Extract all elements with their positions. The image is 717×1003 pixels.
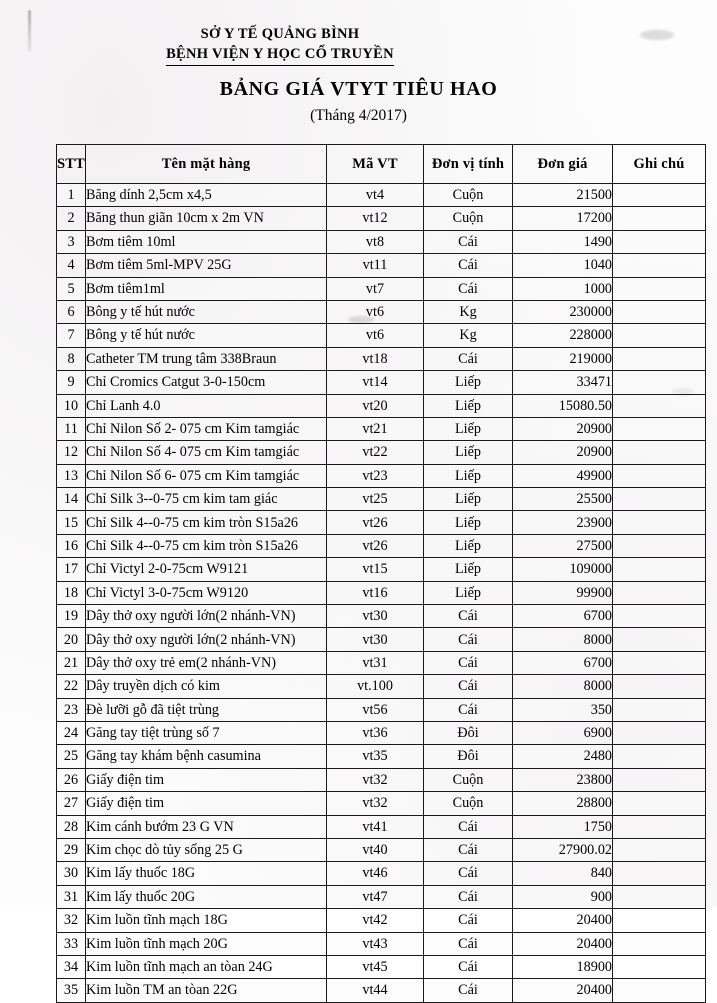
cell-unit-price: 20400 [513,909,613,932]
cell-item-name: Kim chọc dò tủy sống 25 G [86,838,327,861]
cell-unit: Đôi [424,721,513,744]
cell-unit-price: 23900 [513,511,613,534]
cell-item-name: Chỉ Victyl 3-0-75cm W9120 [86,581,327,604]
table-row [57,815,706,838]
cell-unit: Liếp [424,394,513,417]
cell-unit: Cuộn [424,184,513,207]
cell-note [613,207,706,230]
cell-note [613,792,706,815]
cell-note [613,184,706,207]
cell-unit: Cái [424,979,513,1002]
cell-stt: 8 [57,347,86,370]
column-header-note: Ghi chú [613,145,706,184]
cell-item-name: Kim lấy thuốc 20G [86,885,327,908]
table-row [57,394,706,417]
cell-item-code: vt26 [327,511,424,534]
table-row [57,324,706,347]
cell-unit: Kg [424,324,513,347]
cell-unit: Liếp [424,441,513,464]
cell-unit: Liếp [424,511,513,534]
cell-item-code: vt30 [327,628,424,651]
cell-note [613,979,706,1002]
cell-note [613,581,706,604]
cell-stt: 24 [57,721,86,744]
cell-item-code: vt7 [327,277,424,300]
cell-unit-price: 20400 [513,932,613,955]
cell-unit: Kg [424,300,513,323]
cell-item-name: Chỉ Silk 4--0-75 cm kim tròn S15a26 [86,511,327,534]
cell-unit: Cái [424,909,513,932]
cell-item-name: Dây thở oxy người lớn(2 nhánh-VN) [86,628,327,651]
cell-item-name: Kim luồn TM an tòan 22G [86,979,327,1002]
cell-stt: 32 [57,909,86,932]
cell-item-name: Kim luồn tĩnh mạch 20G [86,932,327,955]
table-row [57,745,706,768]
cell-unit-price: 900 [513,885,613,908]
column-header-name: Tên mặt hàng [86,145,327,184]
department-name: SỞ Y TẾ QUẢNG BÌNH [200,26,360,42]
cell-item-name: Bông y tế hút nước [86,324,327,347]
cell-unit-price: 15080.50 [513,394,613,417]
cell-unit-price: 28800 [513,792,613,815]
cell-unit: Cuộn [424,768,513,791]
price-table [56,144,706,1003]
cell-item-code: vt25 [327,488,424,511]
table-row [57,534,706,557]
cell-note [613,511,706,534]
cell-stt: 5 [57,277,86,300]
page-subtitle: (Tháng 4/2017) [310,107,407,124]
cell-stt: 23 [57,698,86,721]
price-table-container [56,144,706,1003]
cell-unit-price: 6700 [513,605,613,628]
cell-item-name: Chỉ Silk 4--0-75 cm kim tròn S15a26 [86,534,327,557]
cell-unit-price: 20900 [513,441,613,464]
hospital-name: BỆNH VIỆN Y HỌC CỔ TRUYỀN [166,44,394,66]
cell-item-name: Bơm tiêm 10ml [86,230,327,253]
cell-item-name: Găng tay tiệt trùng số 7 [86,721,327,744]
table-row [57,488,706,511]
cell-item-code: vt20 [327,394,424,417]
cell-unit: Cái [424,230,513,253]
cell-note [613,885,706,908]
cell-item-name: Dây truyền dịch có kim [86,675,327,698]
table-row [57,558,706,581]
column-header-price: Đơn giá [513,145,613,184]
table-row [57,300,706,323]
cell-item-name: Kim cánh bướm 23 G VN [86,815,327,838]
column-header-code: Mã VT [327,145,424,184]
cell-stt: 19 [57,605,86,628]
cell-unit-price: 33471 [513,371,613,394]
table-row [57,885,706,908]
cell-item-code: vt56 [327,698,424,721]
table-header-row [57,145,706,184]
cell-item-name: Chỉ Victyl 2-0-75cm W9121 [86,558,327,581]
table-row [57,838,706,861]
cell-stt: 16 [57,534,86,557]
cell-unit: Cái [424,862,513,885]
cell-unit-price: 1000 [513,277,613,300]
cell-item-name: Băng dính 2,5cm x4,5 [86,184,327,207]
cell-unit: Liếp [424,558,513,581]
cell-unit-price: 20900 [513,417,613,440]
document-title-block [0,76,717,128]
cell-stt: 30 [57,862,86,885]
cell-unit: Cái [424,277,513,300]
table-row [57,651,706,674]
cell-unit-price: 8000 [513,628,613,651]
cell-unit-price: 230000 [513,300,613,323]
cell-item-name: Catheter TM trung tâm 338Braun [86,347,327,370]
cell-note [613,909,706,932]
cell-note [613,651,706,674]
cell-stt: 11 [57,417,86,440]
cell-stt: 12 [57,441,86,464]
cell-item-name: Bông y tế hút nước [86,300,327,323]
cell-unit: Liếp [424,488,513,511]
cell-note [613,534,706,557]
cell-unit: Liếp [424,581,513,604]
cell-unit: Cái [424,955,513,978]
cell-stt: 35 [57,979,86,1002]
cell-note [613,277,706,300]
cell-unit-price: 25500 [513,488,613,511]
cell-item-code: vt8 [327,230,424,253]
cell-note [613,838,706,861]
cell-note [613,745,706,768]
cell-unit-price: 49900 [513,464,613,487]
table-row [57,792,706,815]
table-header [57,145,706,184]
cell-note [613,675,706,698]
cell-item-code: vt15 [327,558,424,581]
cell-unit: Cái [424,347,513,370]
cell-note [613,628,706,651]
table-row [57,371,706,394]
cell-unit: Liếp [424,417,513,440]
table-row [57,417,706,440]
cell-unit: Liếp [424,371,513,394]
cell-stt: 26 [57,768,86,791]
cell-item-code: vt21 [327,417,424,440]
cell-item-name: Giấy điện tim [86,768,327,791]
table-row [57,347,706,370]
cell-unit-price: 17200 [513,207,613,230]
table-row [57,464,706,487]
cell-item-code: vt47 [327,885,424,908]
cell-item-name: Kim luồn tĩnh mạch an tòan 24G [86,955,327,978]
cell-stt: 9 [57,371,86,394]
cell-item-name: Chỉ Nilon Số 4- 075 cm Kim tamgiác [86,441,327,464]
table-row [57,932,706,955]
cell-item-code: vt23 [327,464,424,487]
table-row [57,441,706,464]
cell-item-code: vt32 [327,792,424,815]
cell-item-name: Dây thở oxy trẻ em(2 nhánh-VN) [86,651,327,674]
cell-unit-price: 219000 [513,347,613,370]
cell-stt: 25 [57,745,86,768]
cell-stt: 14 [57,488,86,511]
cell-stt: 20 [57,628,86,651]
cell-item-code: vt30 [327,605,424,628]
cell-item-code: vt26 [327,534,424,557]
page-title: BẢNG GIÁ VTYT TIÊU HAO [219,78,498,100]
cell-unit-price: 109000 [513,558,613,581]
cell-note [613,254,706,277]
cell-item-code: vt11 [327,254,424,277]
cell-note [613,300,706,323]
cell-item-name: Băng thun giãn 10cm x 2m VN [86,207,327,230]
cell-item-code: vt16 [327,581,424,604]
cell-item-name: Đè lưỡi gỗ đã tiệt trùng [86,698,327,721]
cell-item-name: Chỉ Silk 3--0-75 cm kim tam giác [86,488,327,511]
table-row [57,581,706,604]
cell-unit-price: 1040 [513,254,613,277]
cell-unit: Cái [424,628,513,651]
cell-item-name: Chỉ Nilon Số 2- 075 cm Kim tamgiác [86,417,327,440]
cell-item-code: vt45 [327,955,424,978]
table-row [57,254,706,277]
cell-unit: Cái [424,932,513,955]
cell-unit: Cái [424,838,513,861]
cell-item-code: vt42 [327,909,424,932]
cell-unit: Liếp [424,534,513,557]
cell-item-name: Kim lấy thuốc 18G [86,862,327,885]
cell-note [613,417,706,440]
cell-item-name: Găng tay khám bệnh casumina [86,745,327,768]
cell-item-name: Chỉ Lanh 4.0 [86,394,327,417]
cell-item-name: Giấy điện tim [86,792,327,815]
cell-item-name: Chỉ Cromics Catgut 3-0-150cm [86,371,327,394]
cell-stt: 34 [57,955,86,978]
cell-unit-price: 27900.02 [513,838,613,861]
cell-stt: 22 [57,675,86,698]
cell-note [613,230,706,253]
cell-unit: Cái [424,605,513,628]
cell-unit-price: 99900 [513,581,613,604]
cell-unit-price: 840 [513,862,613,885]
table-body [57,184,706,1003]
cell-item-name: Chỉ Nilon Số 6- 075 cm Kim tamgiác [86,464,327,487]
cell-unit: Cuộn [424,207,513,230]
cell-stt: 2 [57,207,86,230]
cell-item-code: vt6 [327,300,424,323]
cell-unit: Đôi [424,745,513,768]
table-row [57,605,706,628]
cell-stt: 6 [57,300,86,323]
cell-note [613,394,706,417]
cell-stt: 13 [57,464,86,487]
cell-unit-price: 1750 [513,815,613,838]
cell-note [613,862,706,885]
table-row [57,768,706,791]
table-row [57,230,706,253]
cell-item-code: vt.100 [327,675,424,698]
cell-note [613,605,706,628]
cell-item-code: vt32 [327,768,424,791]
cell-unit: Cái [424,254,513,277]
cell-stt: 31 [57,885,86,908]
cell-unit: Liếp [424,464,513,487]
cell-item-code: vt44 [327,979,424,1002]
cell-stt: 1 [57,184,86,207]
table-row [57,721,706,744]
table-row [57,698,706,721]
column-header-unit: Đơn vị tính [424,145,513,184]
cell-unit: Cái [424,675,513,698]
cell-unit-price: 27500 [513,534,613,557]
cell-note [613,324,706,347]
cell-unit-price: 2480 [513,745,613,768]
table-row [57,979,706,1002]
cell-item-code: vt35 [327,745,424,768]
cell-note [613,955,706,978]
cell-unit: Cuộn [424,792,513,815]
cell-unit-price: 228000 [513,324,613,347]
cell-stt: 21 [57,651,86,674]
cell-stt: 15 [57,511,86,534]
cell-unit: Cái [424,698,513,721]
cell-item-code: vt36 [327,721,424,744]
cell-note [613,558,706,581]
cell-note [613,698,706,721]
table-row [57,909,706,932]
cell-item-code: vt41 [327,815,424,838]
cell-note [613,441,706,464]
table-row [57,628,706,651]
cell-item-code: vt46 [327,862,424,885]
cell-unit: Cái [424,651,513,674]
cell-unit-price: 1490 [513,230,613,253]
cell-note [613,347,706,370]
cell-item-name: Dây thở oxy người lớn(2 nhánh-VN) [86,605,327,628]
cell-item-code: vt40 [327,838,424,861]
table-row [57,277,706,300]
cell-unit-price: 8000 [513,675,613,698]
cell-unit-price: 18900 [513,955,613,978]
table-row [57,207,706,230]
cell-item-code: vt31 [327,651,424,674]
table-row [57,511,706,534]
cell-item-code: vt6 [327,324,424,347]
cell-unit: Cái [424,815,513,838]
table-row [57,862,706,885]
cell-stt: 33 [57,932,86,955]
table-row [57,675,706,698]
cell-item-code: vt14 [327,371,424,394]
cell-item-code: vt43 [327,932,424,955]
cell-stt: 28 [57,815,86,838]
table-row [57,184,706,207]
cell-unit-price: 350 [513,698,613,721]
table-row [57,955,706,978]
cell-unit-price: 20400 [513,979,613,1002]
cell-unit-price: 6700 [513,651,613,674]
cell-stt: 29 [57,838,86,861]
cell-unit: Cái [424,885,513,908]
cell-unit-price: 21500 [513,184,613,207]
cell-stt: 17 [57,558,86,581]
cell-stt: 4 [57,254,86,277]
cell-item-name: Kim luồn tĩnh mạch 18G [86,909,327,932]
scan-artifact-speck [640,30,674,40]
column-header-stt: STT [57,145,86,184]
cell-stt: 18 [57,581,86,604]
cell-note [613,464,706,487]
cell-item-code: vt22 [327,441,424,464]
cell-item-code: vt12 [327,207,424,230]
cell-note [613,815,706,838]
cell-note [613,932,706,955]
cell-stt: 27 [57,792,86,815]
cell-note [613,721,706,744]
cell-item-name: Bơm tiêm 5ml-MPV 25G [86,254,327,277]
cell-note [613,488,706,511]
cell-unit-price: 23800 [513,768,613,791]
cell-item-name: Bơm tiêm1ml [86,277,327,300]
cell-item-code: vt4 [327,184,424,207]
cell-stt: 3 [57,230,86,253]
cell-stt: 7 [57,324,86,347]
cell-unit-price: 6900 [513,721,613,744]
cell-item-code: vt18 [327,347,424,370]
letterhead [0,24,560,66]
cell-note [613,371,706,394]
cell-stt: 10 [57,394,86,417]
cell-note [613,768,706,791]
